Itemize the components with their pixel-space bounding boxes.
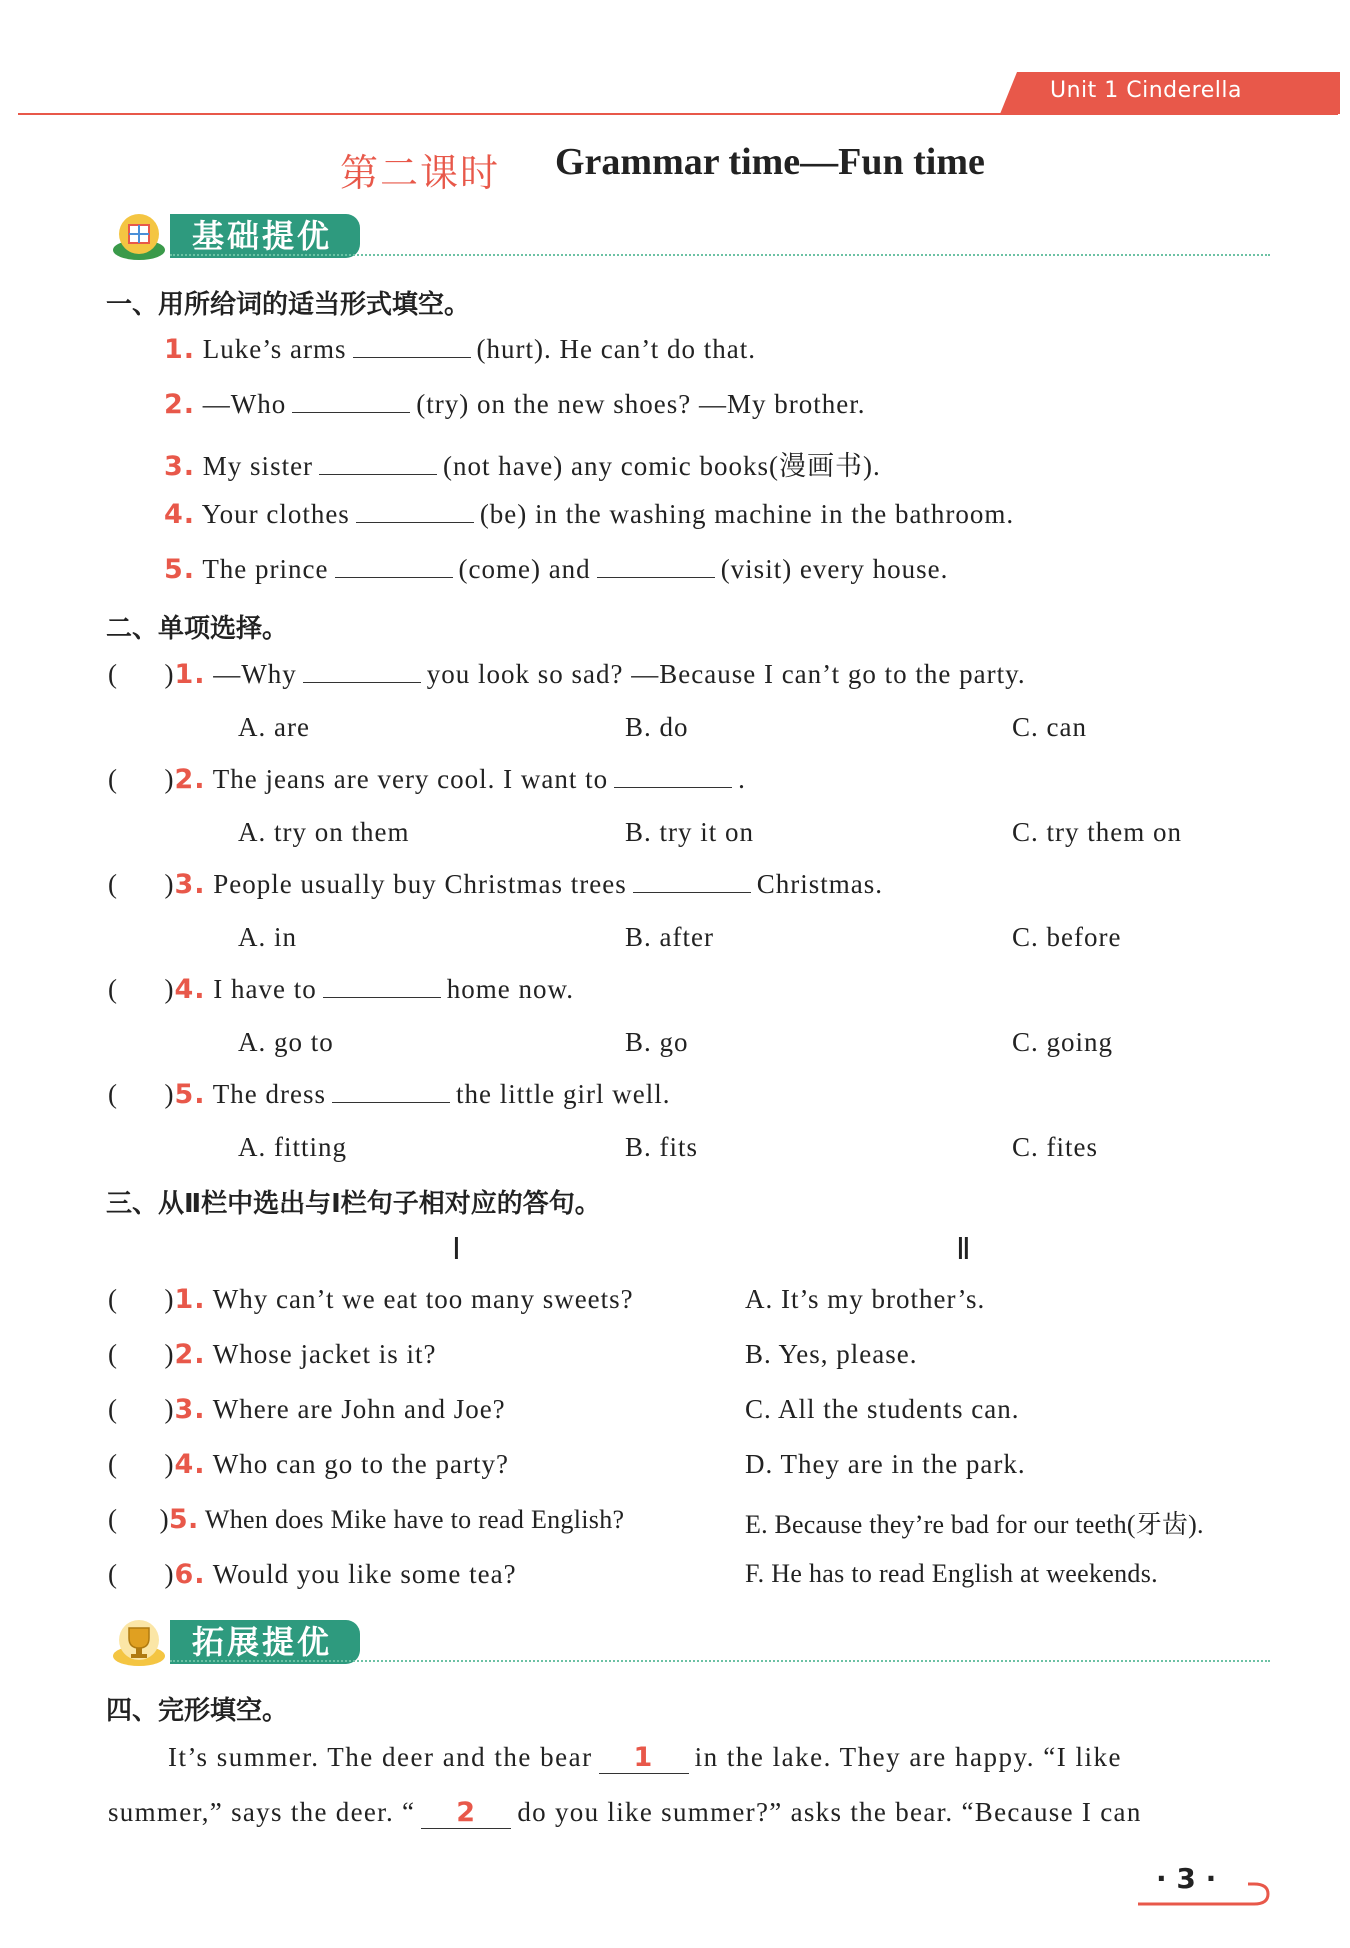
answer-paren[interactable]: ( ) [108,1284,175,1314]
unit-label: Unit 1 Cinderella [1050,78,1242,103]
option-a[interactable]: A. fitting [238,1132,347,1162]
fill-item: 2. —Who (try) on the new shoes? —My brother. [164,389,866,420]
part4-heading: 四、完形填空。 [106,1696,289,1726]
match-question: ( )3. Where are John and Joe? [108,1394,506,1425]
option-a[interactable]: A. in [238,922,297,952]
match-question: ( )5. When does Mike have to read English? [108,1504,625,1535]
match-answer: C. All the students can. [745,1394,1020,1424]
answer-blank[interactable] [319,452,437,475]
answer-blank [323,975,441,998]
section-banner-label: 基础提优 [170,214,360,258]
answer-paren[interactable]: ( ) [108,659,175,689]
match-answer: A. It’s my brother’s. [745,1284,986,1314]
cloze-blank-2[interactable]: 2 [421,1797,511,1829]
answer-paren[interactable]: ( ) [108,1394,175,1424]
match-answer: B. Yes, please. [745,1339,918,1369]
answer-paren[interactable]: ( ) [108,1449,175,1479]
option-c[interactable]: C. try them on [1012,817,1182,847]
choice-item: ( )5. The dress the little girl well. [108,1079,671,1110]
answer-blank[interactable] [356,500,474,523]
fill-item: 4. Your clothes (be) in the washing machine in the bathroom. [164,499,1015,530]
section-banner-extend [110,1620,1270,1666]
trophy-icon [110,1616,168,1668]
page-swoosh-icon [1136,1868,1270,1908]
option-a[interactable]: A. are [238,712,310,742]
match-answer: F. He has to read English at weekends. [745,1559,1158,1588]
option-c[interactable]: C. fites [1012,1132,1098,1162]
section-banner-label: 拓展提优 [170,1620,360,1664]
column-heading-1: Ⅰ [452,1233,461,1266]
option-c[interactable]: C. before [1012,922,1122,952]
dotted-divider [170,254,1270,256]
choice-item: ( )3. People usually buy Christmas trees Christmas. [108,869,883,900]
match-answer: E. Because they’re bad for our teeth(牙齿). [745,1510,1204,1539]
column-heading-2: Ⅱ [956,1233,971,1266]
answer-blank [614,765,732,788]
cloze-blank-1[interactable]: 1 [599,1742,689,1774]
fill-item: 3. My sister (not have) any comic books(漫画书). [164,451,881,482]
part3-heading: 三、从Ⅱ栏中选出与Ⅰ栏句子相对应的答句。 [106,1189,601,1219]
choice-item: ( )2. The jeans are very cool. I want to . [108,764,746,795]
answer-blank [332,1080,450,1103]
cloze-line-2: summer,” says the deer. “ 2 do you like summer?” asks the bear. “Because I can [108,1797,1142,1828]
part1-heading: 一、用所给词的适当形式填空。 [106,290,471,320]
lesson-title-en: Grammar time—Fun time [555,141,985,183]
answer-blank [633,870,751,893]
answer-paren[interactable]: ( ) [108,764,175,794]
answer-blank[interactable] [292,390,410,413]
header-rule [18,113,1338,115]
option-c[interactable]: C. going [1012,1027,1114,1057]
option-b[interactable]: B. go [625,1027,689,1057]
option-c[interactable]: C. can [1012,712,1087,742]
answer-paren[interactable]: ( ) [108,1559,175,1589]
option-a[interactable]: A. go to [238,1027,334,1057]
option-b[interactable]: B. do [625,712,689,742]
answer-paren[interactable]: ( ) [108,974,175,1004]
match-question: ( )4. Who can go to the party? [108,1449,509,1480]
match-question: ( )2. Whose jacket is it? [108,1339,437,1370]
fill-item: 5. The prince (come) and (visit) every house. [164,554,949,585]
choice-item: ( )4. I have to home now. [108,974,574,1005]
option-b[interactable]: B. fits [625,1132,699,1162]
answer-blank [303,660,421,683]
part2-heading: 二、单项选择。 [106,614,289,644]
match-answer: D. They are in the park. [745,1449,1026,1479]
answer-paren[interactable]: ( ) [108,1504,169,1534]
match-question: ( )6. Would you like some tea? [108,1559,517,1590]
match-question: ( )1. Why can’t we eat too many sweets? [108,1284,634,1315]
answer-blank[interactable] [353,335,471,358]
cloze-line-1: It’s summer. The deer and the bear 1 in the lake. They are happy. “I like [168,1742,1122,1773]
answer-paren[interactable]: ( ) [108,1339,175,1369]
lesson-title-cn: 第二课时 [340,151,501,195]
answer-paren[interactable]: ( ) [108,1079,175,1109]
answer-blank[interactable] [597,555,715,578]
fill-item: 1. Luke’s arms (hurt). He can’t do that. [164,334,756,365]
dotted-divider [170,1660,1270,1662]
choice-item: ( )1. —Why you look so sad? —Because I can’t go to the party. [108,659,1026,690]
section-banner-basic [110,214,1270,260]
answer-paren[interactable]: ( ) [108,869,175,899]
answer-blank[interactable] [335,555,453,578]
page-number: · 3 · [1156,1862,1217,1895]
option-b[interactable]: B. try it on [625,817,755,847]
cube-icon [110,210,168,262]
option-a[interactable]: A. try on them [238,817,410,847]
option-b[interactable]: B. after [625,922,714,952]
